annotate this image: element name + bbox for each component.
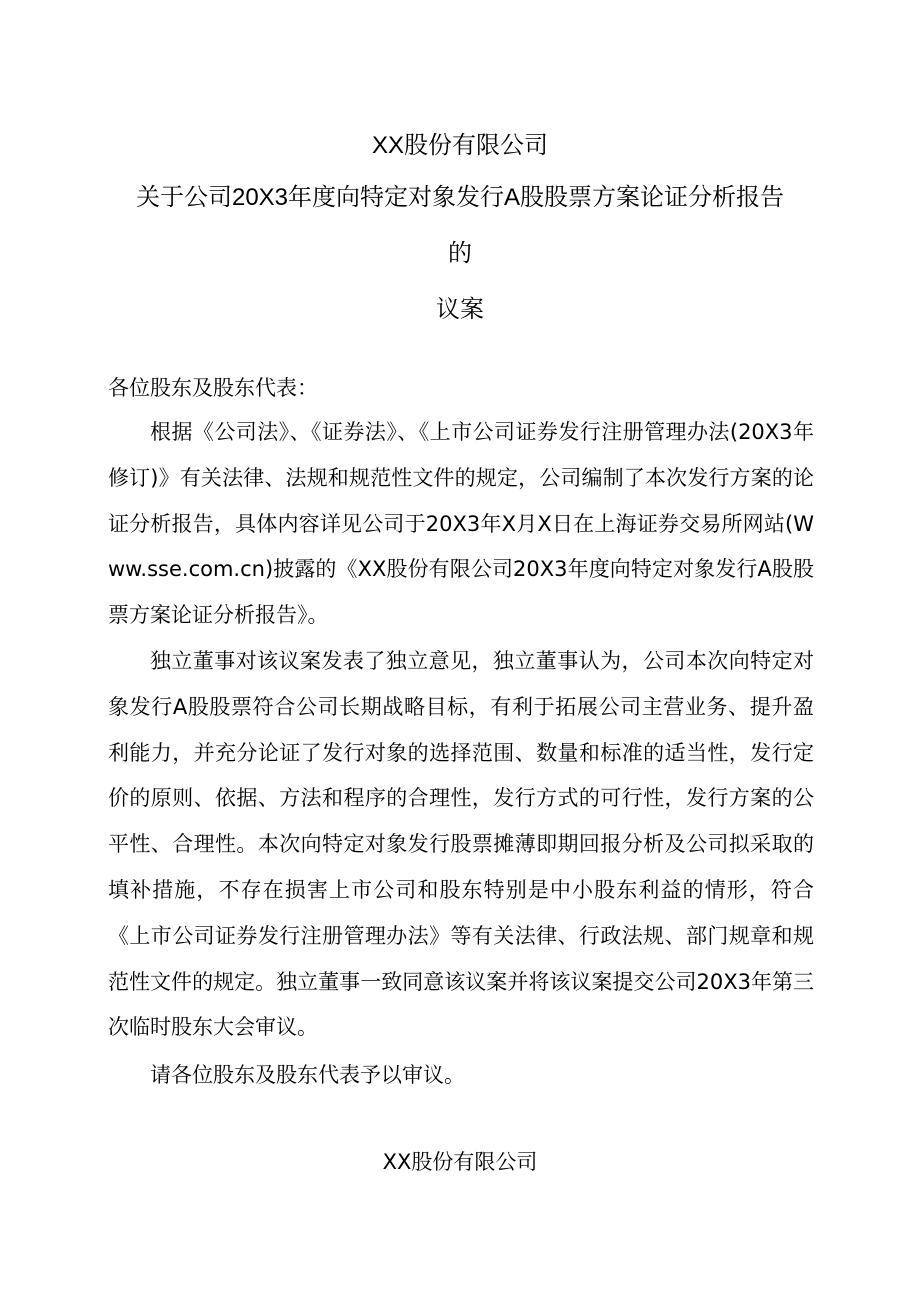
paragraph-independent-directors: 独立董事对该议案发表了独立意见，独立董事认为，公司本次向特定对象发行A股股票符合公司长期战略目标，有利于拓展公司主营业务、提升盈利能力，并充分论证了发行对象的选择范围、数量和标准的适当性，发行定价的原则、依据、方法和程序的合理性，发行方式的可行性，发行方案的公平性、合理性。本次向特定对象发行股票摊薄即期回报分析及公司拟采取的填补措施，不存在损害上市公司和股东特别是中小股东利益的情形，符合《上市公司证券发行注册管理办法》等有关法律、行政法规、部门规章和规范性文件的规定。独立董事一致同意该议案并将该议案提交公司20X3年第三次临时股东大会审议。 xyxy=(108,648,814,1040)
title-label: 议案 xyxy=(436,296,484,323)
greeting: 各位股东及股东代表： xyxy=(108,376,318,400)
document-title xyxy=(100,122,820,338)
title-suffix: 的 xyxy=(448,240,472,267)
document-body xyxy=(108,366,814,1097)
title-company: XX股份有限公司 xyxy=(371,132,548,159)
title-subject: 关于公司20X3年度向特定对象发行A股股票方案论证分析报告 xyxy=(135,184,785,211)
signature-company: XX股份有限公司 xyxy=(382,1150,538,1174)
review-request: 请各位股东及股东代表予以审议。 xyxy=(150,1063,465,1088)
paragraph-legal-basis: 根据《公司法》、《证券法》、《上市公司证券发行注册管理办法(20X3年修订)》有关法律、法规和规范性文件的规定，公司编制了本次发行方案的论证分析报告，具体内容详见公司于20X3年X月X日在上海证券交易所网站(Www.sse.com.cn)披露的《XX股份有限公司20X3年度向特定对象发行A股股票方案论证分析报告》。 xyxy=(108,420,814,628)
